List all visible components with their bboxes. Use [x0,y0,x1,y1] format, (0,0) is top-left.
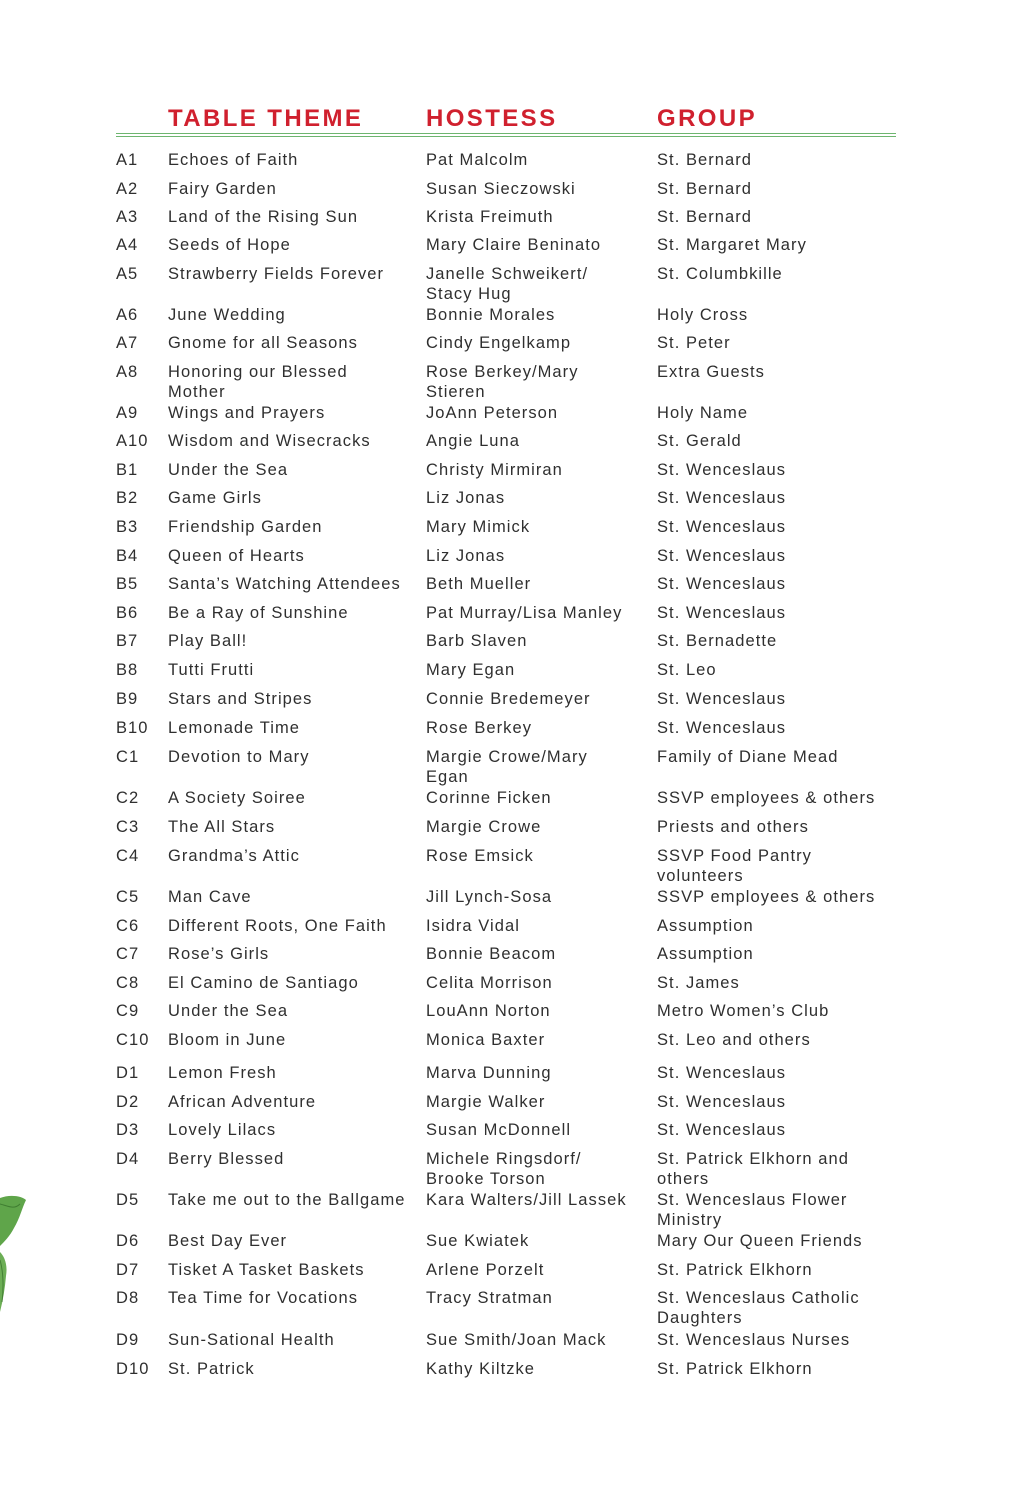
hostess-name: Pat Malcolm [426,151,529,169]
group-name: Extra Guests [657,363,765,381]
group-name: St. Patrick Elkhorn [657,1360,813,1378]
group-name: St. Leo [657,661,717,679]
table-id: D1 [116,1064,140,1082]
hostess-name: Christy Mirmiran [426,461,563,479]
hostess-name: Liz Jonas [426,489,506,507]
table-theme: Sun-Sational Health [168,1331,335,1349]
group-name: St. Bernard [657,180,753,198]
group-name: St. Patrick Elkhorn and others [657,1150,849,1188]
group-name: St. Wenceslaus [657,690,787,708]
group-name: St. Columbkille [657,265,783,283]
table-theme: Seeds of Hope [168,236,291,254]
table-id: D4 [116,1150,140,1168]
hostess-name: Isidra Vidal [426,917,520,935]
table-id: C6 [116,917,140,935]
table-theme: Berry Blessed [168,1150,285,1168]
table-id: A1 [116,151,139,169]
table-theme: African Adventure [168,1093,317,1111]
group-name: Holy Cross [657,306,749,324]
table-row [0,1190,1014,1230]
table-id: B7 [116,632,139,650]
table-id: D2 [116,1093,140,1111]
table-theme: Land of the Rising Sun [168,208,359,226]
hostess-name: Barb Slaven [426,632,528,650]
hostess-name: Mary Egan [426,661,516,679]
table-theme: El Camino de Santiago [168,974,359,992]
group-name: St. Bernard [657,151,753,169]
leaf-icon [0,1190,30,1320]
group-name: Metro Women’s Club [657,1002,830,1020]
group-name: St. Wenceslaus [657,1064,787,1082]
table-id: B1 [116,461,139,479]
table-theme: Bloom in June [168,1031,287,1049]
group-name: St. Wenceslaus [657,1121,787,1139]
hostess-name: Connie Bredemeyer [426,690,591,708]
hostess-name: Susan McDonnell [426,1121,572,1139]
group-name: St. Wenceslaus [657,489,787,507]
group-name: Family of Diane Mead [657,748,839,766]
group-name: Holy Name [657,404,749,422]
table-row [0,846,1014,886]
hostess-name: Mary Claire Beninato [426,236,602,254]
hostess-name: Liz Jonas [426,547,506,565]
hostess-name: Sue Kwiatek [426,1232,530,1250]
table-id: B6 [116,604,139,622]
table-id: C9 [116,1002,140,1020]
group-name: St. Bernadette [657,632,778,650]
group-name: St. Gerald [657,432,742,450]
group-name: Assumption [657,945,754,963]
hostess-name: Rose Berkey [426,719,533,737]
table-theme: Tisket A Tasket Baskets [168,1261,365,1279]
group-name: St. Wenceslaus Nurses [657,1331,851,1349]
hostess-name: Arlene Porzelt [426,1261,545,1279]
hostess-name: Margie Walker [426,1093,546,1111]
table-theme: Friendship Garden [168,518,323,536]
table-id: B5 [116,575,139,593]
group-name: St. James [657,974,740,992]
group-name: St. Wenceslaus [657,719,787,737]
table-theme: Lemonade Time [168,719,300,737]
table-id: D10 [116,1360,150,1378]
group-name: St. Wenceslaus [657,547,787,565]
hostess-name: Rose Emsick [426,847,534,865]
hostess-name: Bonnie Morales [426,306,556,324]
table-theme: Lovely Lilacs [168,1121,277,1139]
table-id: C10 [116,1031,150,1049]
table-theme: Grandma’s Attic [168,847,300,865]
hostess-name: Cindy Engelkamp [426,334,572,352]
table-row [0,264,1014,304]
table-theme: Take me out to the Ballgame [168,1191,406,1209]
table-theme: Strawberry Fields Forever [168,265,385,283]
table-theme: June Wedding [168,306,286,324]
table-id: D8 [116,1289,140,1307]
table-theme: Fairy Garden [168,180,277,198]
group-name: St. Wenceslaus [657,575,787,593]
hostess-name: JoAnn Peterson [426,404,559,422]
hostess-name: Krista Freimuth [426,208,554,226]
hostess-name: Kara Walters/Jill Lassek [426,1191,627,1209]
table-id: B3 [116,518,139,536]
group-name: St. Wenceslaus [657,518,787,536]
table-id: A6 [116,306,139,324]
table-theme: The All Stars [168,818,276,836]
group-name: Priests and others [657,818,809,836]
hostess-name: Mary Mimick [426,518,531,536]
group-name: St. Wenceslaus [657,1093,787,1111]
table-theme: Man Cave [168,888,252,906]
table-id: A2 [116,180,139,198]
table-id: C4 [116,847,140,865]
table-row [0,747,1014,787]
table-id: C8 [116,974,140,992]
table-theme: A Society Soiree [168,789,306,807]
table-id: A5 [116,265,139,283]
hostess-name: Kathy Kiltzke [426,1360,536,1378]
hostess-name: Pat Murray/Lisa Manley [426,604,623,622]
table-id: D3 [116,1121,140,1139]
table-id: A8 [116,363,139,381]
hostess-name: Janelle Schweikert/ Stacy Hug [426,265,589,303]
table-theme: Best Day Ever [168,1232,288,1250]
hostess-name: Corinne Ficken [426,789,552,807]
hostess-name: Marva Dunning [426,1064,552,1082]
table-row [0,1149,1014,1189]
table-theme: Wisdom and Wisecracks [168,432,371,450]
group-name: St. Peter [657,334,731,352]
table-id: A7 [116,334,139,352]
table-id: C7 [116,945,140,963]
table-id: B9 [116,690,139,708]
hostess-name: Margie Crowe/Mary Egan [426,748,588,786]
group-name: St. Wenceslaus Catholic Daughters [657,1289,860,1327]
table-theme: Tutti Frutti [168,661,255,679]
header-hostess: HOSTESS [426,105,558,132]
hostess-name: Monica Baxter [426,1031,546,1049]
table-theme: Echoes of Faith [168,151,299,169]
table-row [0,1288,1014,1328]
hostess-name: Angie Luna [426,432,520,450]
table-theme: Play Ball! [168,632,248,650]
table-theme: Tea Time for Vocations [168,1289,359,1307]
table-id: B8 [116,661,139,679]
header-group: GROUP [657,105,758,132]
group-name: Mary Our Queen Friends [657,1232,863,1250]
table-theme: Game Girls [168,489,262,507]
group-name: SSVP employees & others [657,789,876,807]
table-theme: Stars and Stripes [168,690,313,708]
table-theme: Under the Sea [168,461,289,479]
table-theme: Santa’s Watching Attendees [168,575,401,593]
table-theme: Be a Ray of Sunshine [168,604,349,622]
table-row [0,362,1014,402]
table-id: C3 [116,818,140,836]
table-id: C1 [116,748,140,766]
hostess-name: Bonnie Beacom [426,945,557,963]
hostess-name: LouAnn Norton [426,1002,551,1020]
hostess-name: Beth Mueller [426,575,532,593]
table-id: A3 [116,208,139,226]
group-name: Assumption [657,917,754,935]
table-id: C2 [116,789,140,807]
table-theme: Lemon Fresh [168,1064,277,1082]
table-id: D5 [116,1191,140,1209]
table-id: A9 [116,404,139,422]
table-id: B2 [116,489,139,507]
hostess-name: Jill Lynch-Sosa [426,888,553,906]
table-theme: Under the Sea [168,1002,289,1020]
table-id: D7 [116,1261,140,1279]
table-id: B4 [116,547,139,565]
table-id: A10 [116,432,149,450]
group-name: St. Wenceslaus Flower Ministry [657,1191,848,1229]
group-name: St. Margaret Mary [657,236,807,254]
hostess-name: Susan Sieczowski [426,180,576,198]
hostess-name: Celita Morrison [426,974,553,992]
table-theme: Honoring our Blessed Mother [168,363,348,401]
group-name: SSVP Food Pantry volunteers [657,847,812,885]
table-theme: Queen of Hearts [168,547,305,565]
table-row [0,1359,1014,1399]
table-theme: St. Patrick [168,1360,255,1378]
table-id: B10 [116,719,149,737]
table-theme: Gnome for all Seasons [168,334,358,352]
group-name: St. Patrick Elkhorn [657,1261,813,1279]
table-theme: Wings and Prayers [168,404,326,422]
hostess-name: Tracy Stratman [426,1289,553,1307]
hostess-name: Michele Ringsdorf/ Brooke Torson [426,1150,582,1188]
table-id: A4 [116,236,139,254]
table-id: C5 [116,888,140,906]
table-theme: Different Roots, One Faith [168,917,387,935]
table-id: D9 [116,1331,140,1349]
group-name: St. Bernard [657,208,753,226]
table-id: D6 [116,1232,140,1250]
group-name: St. Wenceslaus [657,604,787,622]
table-theme: Rose’s Girls [168,945,270,963]
group-name: St. Wenceslaus [657,461,787,479]
hostess-name: Margie Crowe [426,818,542,836]
header-table-theme: TABLE THEME [168,105,364,132]
group-name: SSVP employees & others [657,888,876,906]
hostess-name: Sue Smith/Joan Mack [426,1331,607,1349]
table-theme: Devotion to Mary [168,748,310,766]
hostess-name: Rose Berkey/Mary Stieren [426,363,579,401]
group-name: St. Leo and others [657,1031,811,1049]
